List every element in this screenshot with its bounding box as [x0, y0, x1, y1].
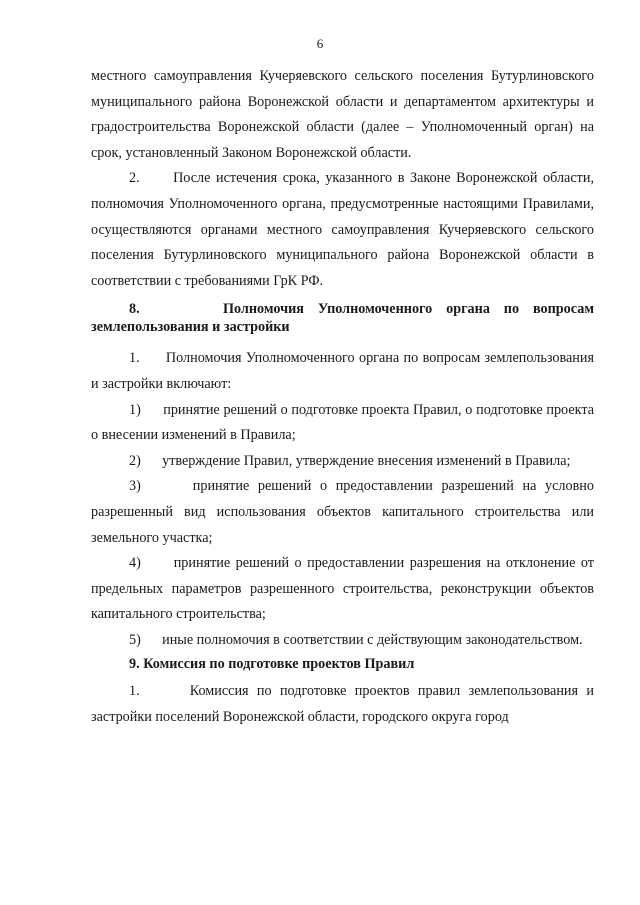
paragraph-intro: местного самоуправления Кучеряевского сельского поселения Бутурлиновского муниципального района Воронежской области и департаментом архитектуры и градостроительства Воронежской области (далее – Уполномоченный орган) на срок, установленный Законом Воронежской области.	[91, 68, 594, 161]
page-number: 6	[316, 36, 324, 51]
section-8-item-1: 1) принятие решений о подготовке проекта Правил, о подготовке проекта о внесении изменений в Правила;	[91, 401, 594, 444]
section-8-paragraph-1: 1. Полномочия Уполномоченного органа по вопросам землепользования и застройки включают:	[91, 350, 594, 392]
section-8-item-2: 2) утверждение Правил, утверждение внесения изменений в Правила;	[129, 452, 571, 469]
section-8-item-4: 4) принятие решений о предоставлении разрешения на отклонение от предельных параметров разрешенного строительства, реконструкции объектов капитального строительства;	[91, 555, 594, 623]
paragraph-2: 2. После истечения срока, указанного в Законе Воронежской области, полномочия Уполномоченного органа, предусмотренные настоящими Правилами, осуществляются органами местного самоуправления Кучеряевского сельского поселения Бутурлиновского муниципального района Воронежской области в соответствии с требованиями ГрК РФ.	[91, 170, 594, 289]
section-9-heading: 9. Комиссия по подготовке проектов Правил	[129, 656, 415, 673]
section-8-item-3: 3) принятие решений о предоставлении разрешений на условно разрешенный вид использования объектов капитального строительства или земельного участка;	[91, 478, 594, 546]
section-8-heading: 8. Полномочия Уполномоченного органа по вопросам землепользования и застройки	[91, 301, 594, 336]
section-9-paragraph-1: 1. Комиссия по подготовке проектов правил землепользования и застройки поселений Воронежской области, городского округа город	[91, 683, 594, 726]
document-body	[91, 64, 594, 731]
section-8-item-5: 5) иные полномочия в соответствии с действующим законодательством.	[129, 631, 583, 648]
